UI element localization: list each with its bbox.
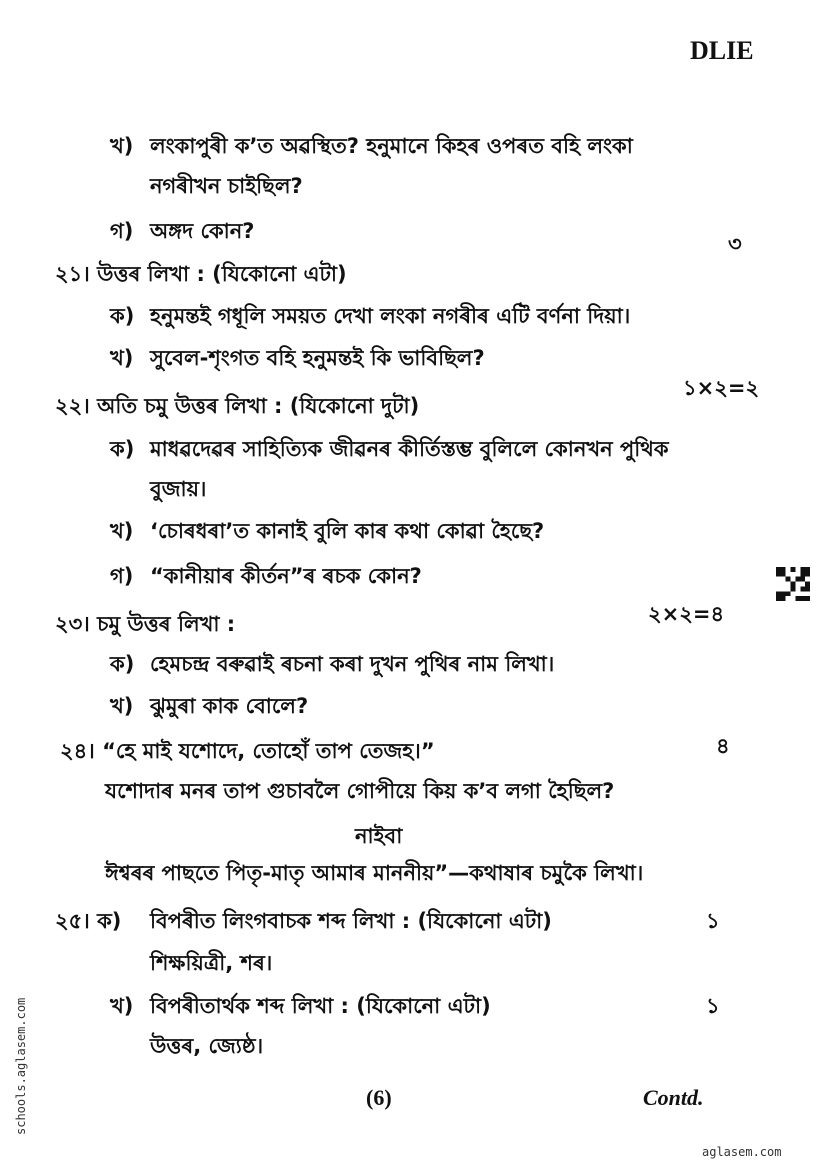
page-number: (6) — [366, 1085, 392, 1110]
question-21: ২১। উত্তৰ লিখা : (যিকোনো এটা) — [55, 262, 347, 286]
contd-label: Contd. — [643, 1085, 704, 1110]
question-text: বিপৰীতাৰ্থক শব্দ লিখা : (যিকোনো এটা) — [150, 994, 491, 1018]
or-label: নাইবা — [355, 824, 403, 848]
question-23: ২৩। চমু উত্তৰ লিখা : — [55, 612, 236, 636]
watermark-left: schools.aglasem.com — [14, 997, 28, 1135]
qr-code-icon — [776, 567, 810, 601]
question-text: শিক্ষয়িত্ৰী, শৰ। — [150, 951, 273, 975]
question-text: “কানীয়াৰ কীৰ্তন”ৰ ৰচক কোন? — [150, 564, 422, 588]
watermark-right: aglasem.com — [702, 1145, 782, 1159]
question-25: ২৫। ক) — [55, 909, 122, 933]
question-22: ২২। অতি চমু উত্তৰ লিখা : (যিকোনো দুটা) — [55, 394, 420, 418]
option-label: গ) — [110, 564, 134, 588]
option-label: খ) — [110, 519, 134, 543]
option-label: ক) — [110, 304, 135, 328]
option-label: খ) — [110, 134, 134, 158]
question-text: ঈশ্বৰৰ পাছতে পিতৃ-মাতৃ আমাৰ মাননীয়”—কথাষাৰ চমুকৈ লিখা। — [105, 861, 644, 885]
question-text: বুজায়। — [150, 477, 207, 501]
question-text: সুবেল-শৃংগত বহি হনুমন্তই কি ভাবিছিল? — [150, 346, 485, 370]
marks: ৩ — [728, 232, 742, 256]
question-text: ‘চোৰধৰা’ত কানাই বুলি কাৰ কথা কোৱা হৈছে? — [150, 519, 545, 543]
question-text: নগৰীখন চাইছিল? — [150, 174, 303, 198]
option-label: ক) — [110, 437, 135, 461]
question-text: লংকাপুৰী ক’ত অৱস্থিত? হনুমানে কিহৰ ওপৰত বহি লংকা — [150, 134, 633, 158]
option-label: খ) — [110, 994, 134, 1018]
option-label: ক) — [110, 652, 135, 676]
question-24: ২৪। “হে মাই যশোদে, তোহোঁ তাপ তেজহ।” — [60, 739, 435, 763]
marks: ২×২=৪ — [648, 602, 725, 626]
marks: ৪ — [716, 734, 730, 758]
question-text: মাধৱদেৱৰ সাহিত্যিক জীৱনৰ কীৰ্তিস্তম্ভ বুলিলে কোনখন পুথিক — [150, 437, 669, 461]
question-text: হেমচন্দ্ৰ বৰুৱাই ৰচনা কৰা দুখন পুথিৰ নাম লিখা। — [150, 652, 555, 676]
question-text: অঙ্গদ কোন? — [150, 219, 255, 243]
exam-code: DLIE — [690, 36, 754, 65]
option-label: খ) — [110, 694, 134, 718]
option-label: গ) — [110, 219, 134, 243]
question-text: উত্তৰ, জ্যেষ্ঠ। — [150, 1034, 264, 1058]
marks: ১ — [706, 909, 720, 933]
question-text: যশোদাৰ মনৰ তাপ গুচাবলৈ গোপীয়ে কিয় ক’ব লগা হৈছিল? — [105, 779, 615, 803]
marks: ১×২=২ — [683, 376, 760, 400]
question-text: হনুমন্তই গধূলি সময়ত দেখা লংকা নগৰীৰ এটি বৰ্ণনা দিয়া। — [150, 304, 631, 328]
question-text: ঝুমুৰা কাক বোলে? — [150, 694, 309, 718]
marks: ১ — [706, 994, 720, 1018]
option-label: খ) — [110, 346, 134, 370]
question-text: বিপৰীত লিংগবাচক শব্দ লিখা : (যিকোনো এটা) — [150, 909, 552, 933]
